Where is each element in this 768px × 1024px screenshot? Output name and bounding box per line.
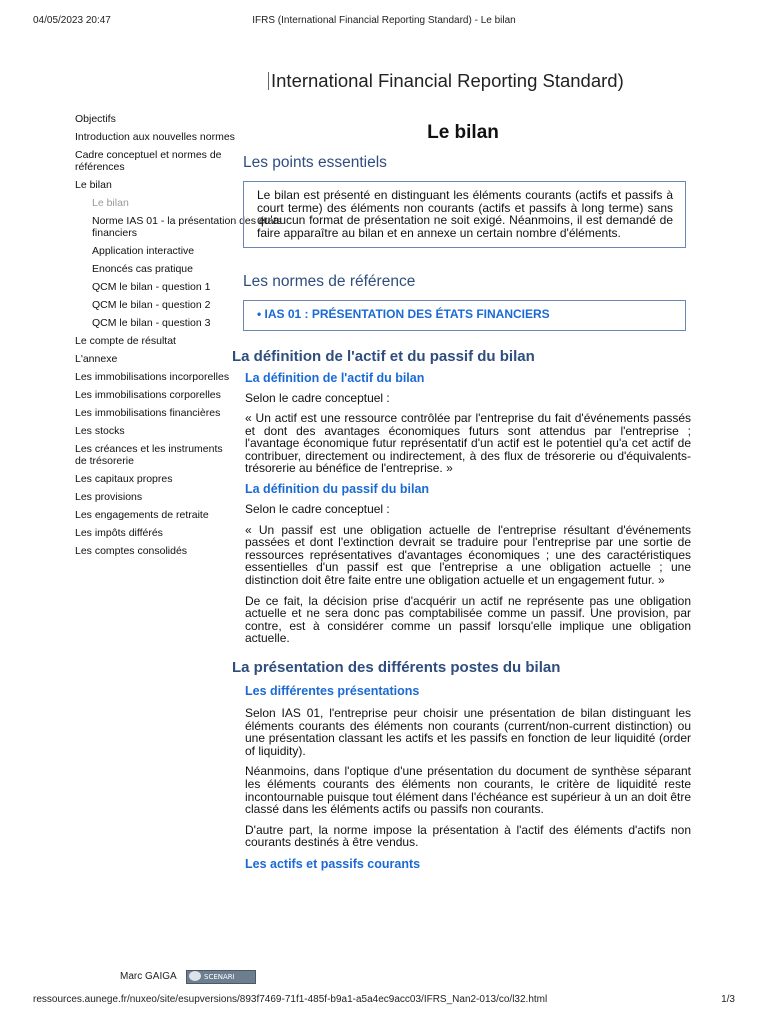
actif-intro: Selon le cadre conceptuel :	[245, 390, 390, 405]
sidebar-item-compte-de-resultat[interactable]: Le compte de résultat	[75, 334, 176, 347]
sidebar-item-annexe[interactable]: L'annexe	[75, 352, 118, 365]
sidebar-item-objectifs[interactable]: Objectifs	[75, 112, 116, 125]
differentes-presentations-heading: Les différentes présentations	[245, 684, 420, 698]
print-doc-title: IFRS (International Financial Reporting Standard) - Le bilan	[252, 15, 516, 26]
sidebar-item-cadre-conceptuel[interactable]: Cadre conceptuel et normes de références	[75, 148, 222, 173]
normes-reference-heading: Les normes de référence	[243, 273, 416, 290]
passif-note: De ce fait, la décision prise d'acquérir un actif ne représente pas une obligation actuelle et ne sera donc pas comptabilisée comme un passif. Une provision, par contre, est à considérer comme un passif lorsqu'elle implique une obligation actuelle.	[245, 593, 691, 646]
sidebar-subitem-qcm-question-1[interactable]: QCM le bilan - question 1	[92, 280, 211, 293]
sidebar-item-capitaux-propres[interactable]: Les capitaux propres	[75, 472, 173, 485]
scenari-logo-icon	[189, 971, 201, 981]
sidebar-item-provisions[interactable]: Les provisions	[75, 490, 143, 503]
sidebar-item-immobilisations-financieres[interactable]: Les immobilisations financières	[75, 406, 221, 419]
sidebar-item-introduction[interactable]: Introduction aux nouvelles normes	[75, 130, 235, 143]
actifs-passifs-courants-heading: Les actifs et passifs courants	[245, 856, 421, 871]
sidebar-subitem-qcm-question-3[interactable]: QCM le bilan - question 3	[92, 316, 211, 329]
sidebar-item-engagements-retraite[interactable]: Les engagements de retraite	[75, 508, 209, 521]
sidebar-item-comptes-consolides[interactable]: Les comptes consolidés	[75, 544, 188, 557]
sidebar-item-le-bilan[interactable]: Le bilan	[75, 178, 112, 191]
normes-reference-box	[243, 300, 686, 331]
print-page-number: 1/3	[721, 994, 735, 1005]
print-url: ressources.aunege.fr/nuxeo/site/esupversions/893f7469-71f1-485f-b9a1-a5a4ec9acc03/IFRS_Nan2-013/co/l32.html	[33, 994, 548, 1005]
sidebar-item-immobilisations-corporelles[interactable]: Les immobilisations corporelles	[75, 388, 221, 401]
sidebar-nav	[75, 110, 282, 560]
sidebar-subitem-application-interactive[interactable]: Application interactive	[92, 244, 195, 257]
main-content	[232, 118, 694, 872]
sidebar-subitem-qcm-question-2[interactable]: QCM le bilan - question 2	[92, 298, 211, 311]
sidebar-item-immobilisations-incorporelles[interactable]: Les immobilisations incorporelles	[75, 370, 230, 383]
presentation-paragraph-1: Selon IAS 01, l'entreprise peur choisir une présentation de bilan distinguant les éléments courants des éléments non courants (current/non-current distinction) ou une présentation classant les actifs et les passifs en fonction de leur liquidité (order of liquidity).	[245, 706, 691, 758]
definition-section-heading: La définition de l'actif et du passif du bilan	[232, 347, 535, 365]
text-cursor	[268, 72, 269, 90]
sidebar-subitem-norme-ias01[interactable]: Norme IAS 01 - la présentation des états financiers	[92, 214, 282, 239]
definition-passif-heading: La définition du passif du bilan	[245, 482, 430, 497]
page-title: Le bilan	[427, 122, 499, 143]
ias01-link[interactable]: • IAS 01 : PRÉSENTATION DES ÉTATS FINANCIERS	[257, 307, 550, 321]
sidebar-item-stocks[interactable]: Les stocks	[75, 424, 125, 437]
passif-quote: « Un passif est une obligation actuelle de l'entreprise résultant d'événements passées et dont l'extinction devrait se traduire pour l'entreprise par une sortie de ressources représentatives d'avantages économiques ; une des caractéristiques essentielles d'un passif est que l'entreprise a une obligation actuelle ; une distinction doit être faite entre une obligation actuelle et un engagement futur. »	[245, 522, 691, 588]
sidebar-subitem-enonces-cas-pratique[interactable]: Enoncés cas pratique	[92, 262, 193, 275]
author-name: Marc GAIGA	[120, 971, 177, 982]
sidebar-item-impots-differes[interactable]: Les impôts différés	[75, 526, 163, 539]
sidebar-subitem-le-bilan-current[interactable]: Le bilan	[92, 196, 129, 209]
scenari-logo[interactable]: SCENARI	[186, 970, 256, 984]
print-datetime: 04/05/2023 20:47	[33, 15, 111, 26]
site-title: International Financial Reporting Standard)	[268, 70, 624, 92]
sidebar-item-creances-tresorerie[interactable]: Les créances et les instruments de trésorerie	[75, 442, 223, 467]
points-essentiels-box: Le bilan est présenté en distinguant les éléments courants (actifs et passifs à court terme) des éléments non courants (actifs et passifs à long terme) sans qu'aucun format de présentation ne soit exigé. Néanmoins, il est demandé de faire apparaître au bilan et en annexe un certain nombre d'éléments.	[243, 181, 686, 248]
presentation-paragraph-3: D'autre part, la norme impose la présentation à l'actif des éléments d'actifs non courants destinés à être vendus.	[245, 822, 691, 850]
points-essentiels-heading: Les points essentiels	[243, 154, 387, 171]
definition-actif-heading: La définition de l'actif du bilan	[245, 370, 425, 385]
actif-quote: « Un actif est une ressource contrôlée par l'entreprise du fait d'événements passés et dont des avantages économiques futurs sont attendus par l'entreprise ; l'avantage économique futur représentatif d'un actif est le potentiel qu'a cet actif de contribuer, directement ou indirectement, à des flux de trésorerie ou d'équivalents-trésorerie au bénéfice de l'entreprise. »	[245, 411, 691, 476]
presentation-section-heading: La présentation des différents postes du bilan	[232, 659, 561, 676]
presentation-paragraph-2: Néanmoins, dans l'optique d'une présentation du document de synthèse séparant les éléments courants des éléments non courants, le critère de liquidité reste incontournable puisque tout élément dans l'échéance est supérieur à un an doit être classé dans les éléments actifs ou passifs non courants.	[245, 764, 691, 817]
passif-intro: Selon le cadre conceptuel :	[245, 502, 390, 517]
